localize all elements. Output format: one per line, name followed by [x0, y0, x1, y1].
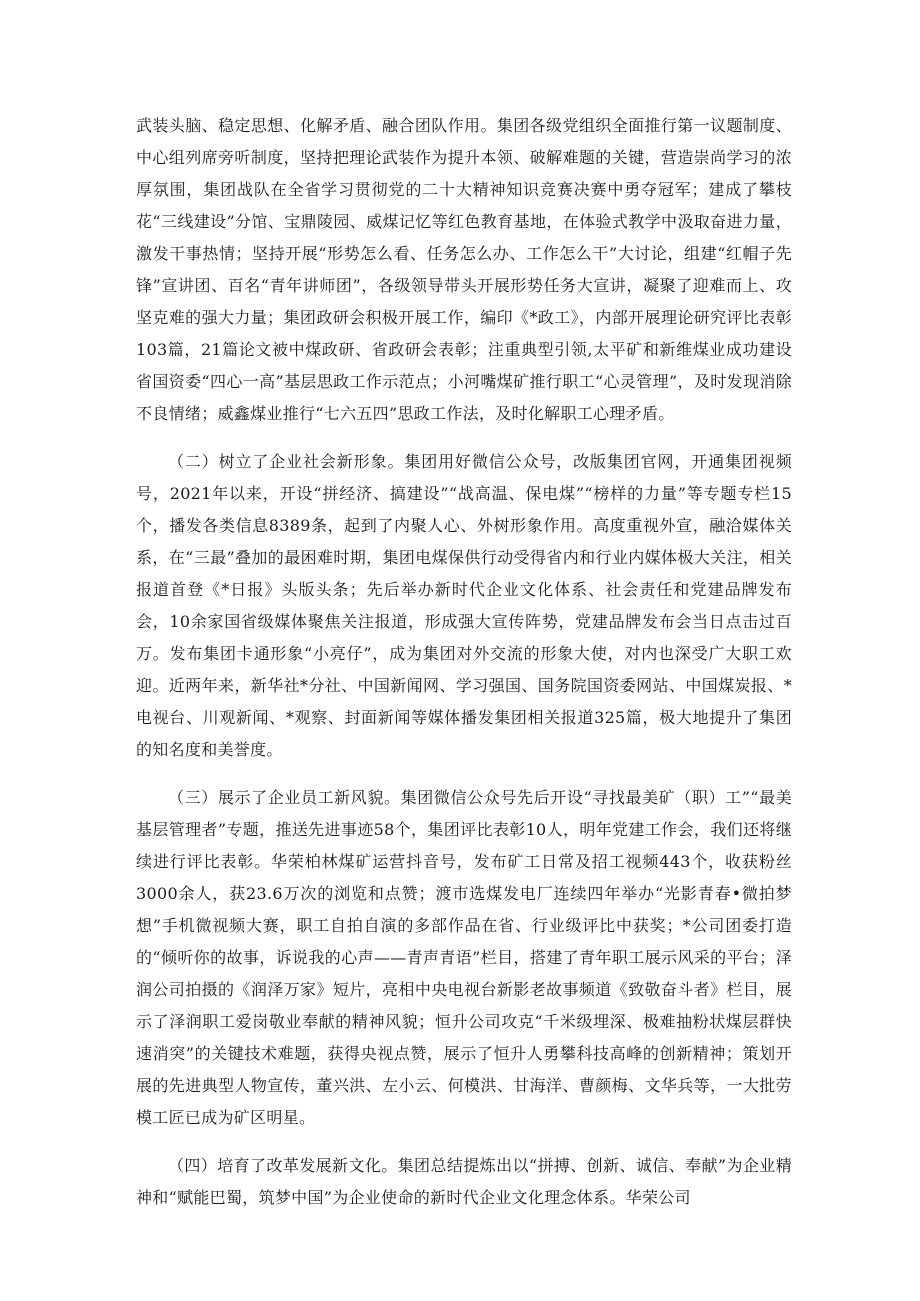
paragraph-section-2: （二）树立了企业社会新形象。集团用好微信公众号，改版集团官网，开通集团视频号，2021年以来，开设“拼经济、搞建设”“战高温、保电煤”“榜样的力量”等专题专栏15个，播发各类信息8389条，起到了内聚人心、外树形象作用。高度重视外宣，融洽媒体关系，在“三最”叠加的最困难时期，集团电煤保供行动受得省内和行业内媒体极大关注，相关报道首登《*日报》头版头条；先后举办新时代企业文化体系、社会责任和党建品牌发布会，10余家国省级媒体聚焦关注报道，形成强大宣传阵势，党建品牌发布会当日点击过百万。发布集团卡通形象“小亮仔”，成为集团对外交流的形象大使，对内也深受广大职工欢迎。近两年来，新华社*分社、中国新闻网、学习强国、国务院国资委网站、中国煤炭报、*电视台、川观新闻、*观察、封面新闻等媒体播发集团相关报道325篇，极大地提升了集团的知名度和美誉度。: [136, 452, 792, 759]
document-body: [136, 110, 792, 1230]
paragraph-continuation: 武装头脑、稳定思想、化解矛盾、融合团队作用。集团各级党组织全面推行第一议题制度、中心组列席旁听制度，坚持把理论武装作为提升本领、破解难题的关键，营造崇尚学习的浓厚氛围，集团战队在全省学习贯彻党的二十大精神知识竞赛决赛中勇夺冠军；建成了攀枝花“三线建设”分馆、宝鼎陵园、威煤记忆等红色教育基地，在体验式教学中汲取奋进力量，激发干事热情；坚持开展“形势怎么看、任务怎么办、工作怎么干”大讨论，组建“红帽子先锋”宣讲团、百名“青年讲师团”，各级领导带头开展形势任务大宣讲，凝聚了迎难而上、攻坚克难的强大力量；集团政研会积极开展工作，编印《*政工》，内部开展理论研究评比表彰103篇，21篇论文被中煤政研、省政研会表彰；注重典型引领,太平矿和新维煤业成功建设省国资委“四心一高”基层思政工作示范点；小河嘴煤矿推行职工“心灵管理”，及时发现消除不良情绪；威鑫煤业推行“七六五四”思政工作法，及时化解职工心理矛盾。: [136, 116, 792, 423]
paragraph-section-3: （三）展示了企业员工新风貌。集团微信公众号先后开设“寻找最美矿（职）工”“最美基层管理者”专题，推送先进事迹58个，集团评比表彰10人，明年党建工作会，我们还将继续进行评比表彰。华荣柏林煤矿运营抖音号，发布矿工日常及招工视频443个，收获粉丝3000余人，获23.6万次的浏览和点赞；渡市选煤发电厂连续四年举办“光影青春•微拍梦想”手机微视频大赛，职工自拍自演的多部作品在省、行业级评比中获奖；*公司团委打造的“倾听你的故事，诉说我的心声——青声青语”栏目，搭建了青年职工展示风采的平台；泽润公司拍摄的《润泽万家》短片，亮相中央电视台新影老故事频道《致敬奋斗者》栏目，展示了泽润职工爱岗敬业奉献的精神风貌；恒升公司攻克“千米级埋深、极难抽粉状煤层群快速消突”的关键技术难题，获得央视点赞，展示了恒升人勇攀科技高峰的创新精神；策划开展的先进典型人物宣传，董兴洪、左小云、何模洪、甘海洋、曹颜梅、文华兵等，一大批劳模工匠已成为矿区明星。: [136, 788, 792, 1127]
paragraph-section-4: （四）培育了改革发展新文化。集团总结提炼出以“拼搏、创新、诚信、奉献”为企业精神和“赋能巴蜀，筑梦中国”为企业使命的新时代企业文化理念体系。华荣公司: [136, 1156, 792, 1207]
